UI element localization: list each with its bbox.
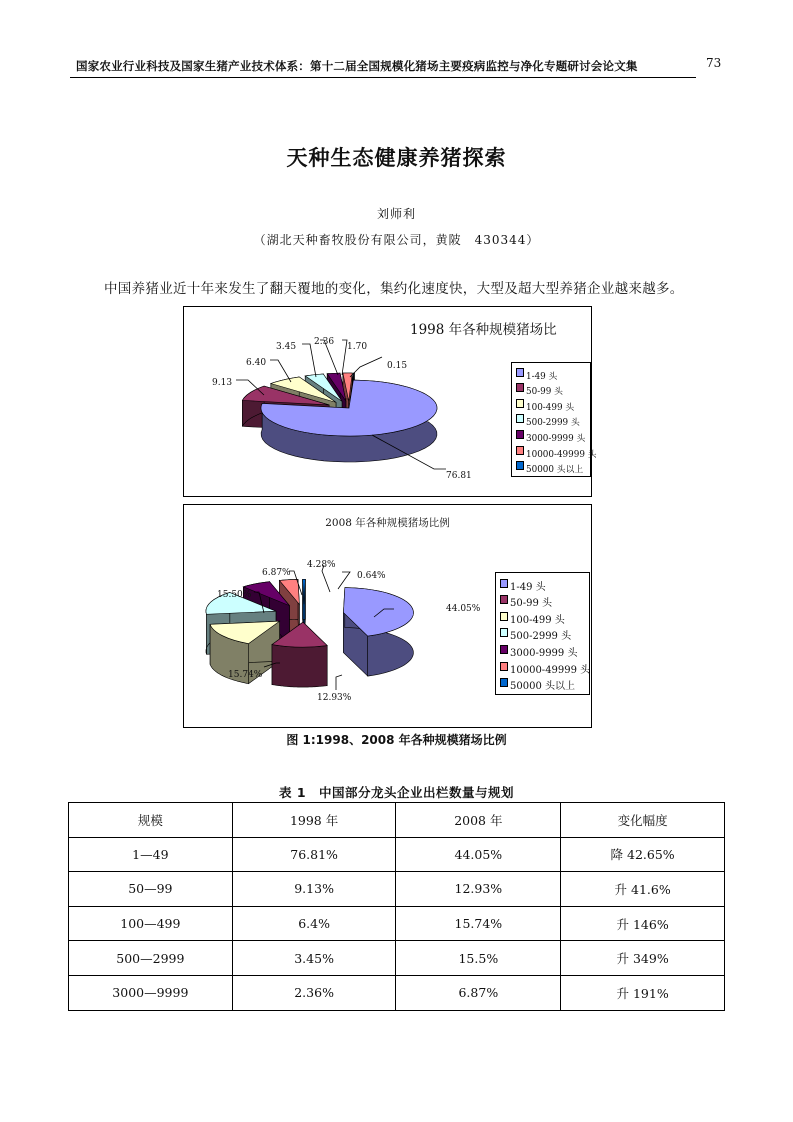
- legend-item: 50000 头以上: [500, 676, 587, 693]
- table-cell: 3000—9999: [69, 975, 233, 1010]
- data-label: 3.45: [276, 342, 297, 352]
- legend-swatch-icon: [516, 399, 524, 408]
- table-header-row: [69, 803, 725, 838]
- data-label: 1.70: [347, 342, 368, 352]
- intro-paragraph: 中国养猪业近十年来发生了翻天覆地的变化，集约化速度快，大型及超大型养猪企业越来越多。: [104, 281, 684, 297]
- data-label: 15.50%: [217, 590, 252, 600]
- article-title: 天种生态健康养猪探索: [286, 146, 507, 170]
- table-row: [69, 941, 725, 976]
- legend-item: 3000-9999 头: [516, 428, 588, 444]
- legend-item: 50-99 头: [500, 593, 587, 610]
- legend-item: 500-2999 头: [516, 413, 588, 429]
- chart-legend: [495, 572, 590, 695]
- legend-item: 500-2999 头: [500, 626, 587, 643]
- legend-item: 100-499 头: [500, 609, 587, 626]
- legend-swatch-icon: [516, 383, 524, 392]
- legend-item: 50-99 头: [516, 382, 588, 398]
- legend-item: 1-49 头: [516, 366, 588, 382]
- table-cell: 15.5%: [396, 941, 561, 976]
- legend-swatch-icon: [500, 628, 508, 637]
- table-row: [69, 906, 725, 941]
- legend-item: 10000-49999 头: [500, 659, 587, 676]
- data-label: 6.87%: [262, 568, 291, 578]
- legend-item: 10000-49999 头: [516, 444, 588, 460]
- data-label: 4.28%: [307, 560, 336, 570]
- pie-chart-2008: [183, 504, 592, 728]
- author-name: 刘师利: [376, 207, 416, 221]
- column-header: 1998 年: [232, 803, 396, 838]
- table-cell: 降 42.65%: [561, 837, 725, 872]
- table-cell: 升 146%: [561, 906, 725, 941]
- table-cell: 2.36%: [232, 975, 396, 1010]
- legend-swatch-icon: [516, 446, 524, 455]
- table-cell: 升 349%: [561, 941, 725, 976]
- legend-item: 3000-9999 头: [500, 642, 587, 659]
- chart-title: 1998 年各种规模猪场比: [410, 322, 557, 338]
- data-label: 76.81: [446, 471, 472, 481]
- table-cell: 升 191%: [561, 975, 725, 1010]
- table-cell: 12.93%: [396, 872, 561, 907]
- legend-swatch-icon: [500, 579, 508, 588]
- legend-swatch-icon: [500, 678, 508, 687]
- table-cell: 9.13%: [232, 872, 396, 907]
- legend-swatch-icon: [516, 430, 524, 439]
- table-cell: 76.81%: [232, 837, 396, 872]
- data-label: 44.05%: [446, 604, 481, 614]
- legend-swatch-icon: [516, 461, 524, 470]
- scale-comparison-table: [68, 802, 725, 1011]
- running-header: 国家农业行业科技及国家生猪产业技术体系：第十二届全国规模化猪场主要疫病监控与净化专题研讨会论文集: [76, 59, 638, 73]
- pie-slices: [242, 373, 437, 462]
- data-label: 0.15: [387, 361, 408, 371]
- table-cell: 44.05%: [396, 837, 561, 872]
- data-label: 15.74%: [228, 670, 263, 680]
- column-header: 规模: [69, 803, 233, 838]
- figure-caption: 图 1:1998、2008 年各种规模猪场比例: [286, 733, 507, 747]
- legend-swatch-icon: [516, 368, 524, 377]
- table-row: [69, 837, 725, 872]
- table-cell: 15.74%: [396, 906, 561, 941]
- data-label: 0.64%: [357, 571, 386, 581]
- data-label: 2.36: [314, 337, 335, 347]
- legend-swatch-icon: [500, 612, 508, 621]
- chart-legend: [511, 362, 597, 477]
- table-row: [69, 975, 725, 1010]
- page-number: 73: [706, 56, 722, 70]
- legend-swatch-icon: [500, 595, 508, 604]
- table-row: [69, 872, 725, 907]
- legend-item: 50000 头以上: [516, 460, 588, 476]
- header-rule: [70, 77, 696, 78]
- legend-item: 100-499 头: [516, 397, 588, 413]
- legend-swatch-icon: [500, 645, 508, 654]
- table-cell: 6.87%: [396, 975, 561, 1010]
- table-cell: 3.45%: [232, 941, 396, 976]
- table-cell: 500—2999: [69, 941, 233, 976]
- data-label: 6.40: [246, 358, 267, 368]
- table-cell: 1—49: [69, 837, 233, 872]
- table-title: 表 1 中国部分龙头企业出栏数量与规划: [278, 785, 515, 800]
- data-label: 9.13: [212, 378, 233, 388]
- legend-swatch-icon: [500, 662, 508, 671]
- table-cell: 50—99: [69, 872, 233, 907]
- legend-swatch-icon: [516, 414, 524, 423]
- table-cell: 100—499: [69, 906, 233, 941]
- pie-chart-1998: [183, 306, 597, 497]
- column-header: 2008 年: [396, 803, 561, 838]
- legend-item: 1-49 头: [500, 576, 587, 593]
- column-header: 变化幅度: [561, 803, 725, 838]
- table-cell: 6.4%: [232, 906, 396, 941]
- chart-title: 2008 年各种规模猪场比例: [325, 517, 450, 529]
- author-affiliation: （湖北天种畜牧股份有限公司，黄陂 430344）: [253, 233, 540, 247]
- data-label: 12.93%: [317, 693, 352, 703]
- table-cell: 升 41.6%: [561, 872, 725, 907]
